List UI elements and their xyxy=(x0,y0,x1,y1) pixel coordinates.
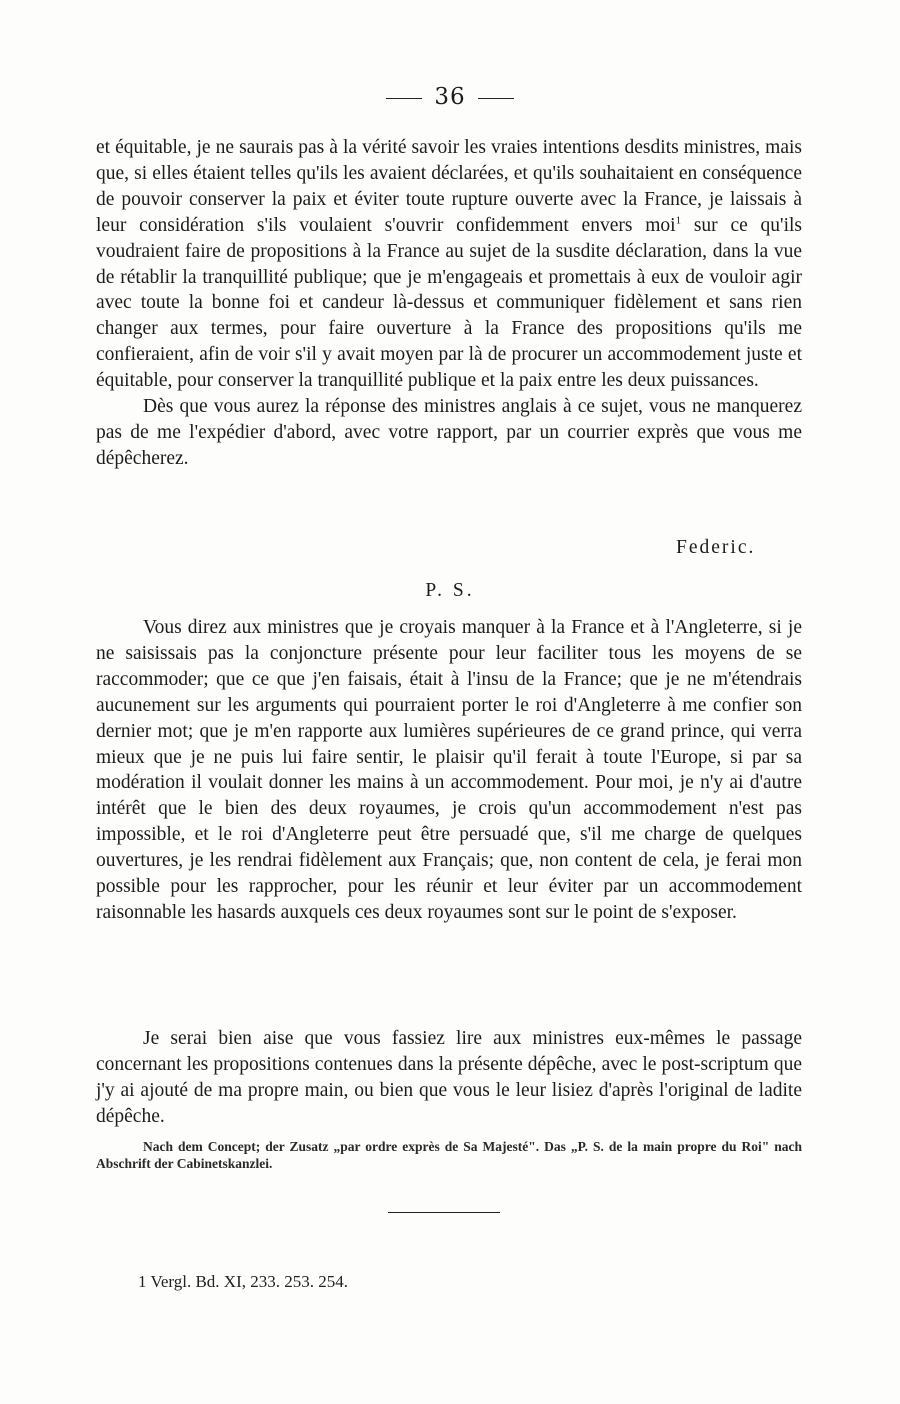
postscript-heading: P. S. xyxy=(425,580,475,601)
letter-paragraph-2: Dès que vous aurez la réponse des ministres anglais à ce sujet, vous ne manquerez pas de me l'expédier d'abord, avec votre rapport, par un courrier exprès que vous me dépêcherez. xyxy=(96,396,802,469)
postscript-body xyxy=(96,615,802,926)
footnote-reference[interactable]: 1 xyxy=(675,214,682,227)
closing-paragraph: Je serai bien aise que vous fassiez lire aux ministres eux-mêmes le passage concernant les propositions contenues dans la présente dépêche, avec le post-scriptum que j'y ai ajouté de ma propre main, ou bien que vous le leur lisiez d'après l'original de ladite dépêche. xyxy=(96,1028,802,1127)
footnote-separator xyxy=(388,1212,500,1213)
header-dash-left xyxy=(386,98,422,99)
header-dash-right xyxy=(478,98,514,99)
page-number: 36 xyxy=(434,84,466,110)
closing-body xyxy=(96,1026,802,1130)
letter-paragraph-1 xyxy=(96,135,802,394)
signature: Federic. xyxy=(676,537,756,558)
letter-paragraph-1-continued: sur ce qu'ils voudraient faire de propositions à la France au sujet de la susdite déclaration, dans la vue de rétablir la tranquillité publique; que je m'engageais et promettais à eux de vouloir agir avec toute la bonne foi et candeur là-dessus et communiquer fidèlement et sans rien changer aux termes, pour faire ouverture à la France des propositions qu'ils me confieraient, afin de voir s'il y avait moyen par là de procurer un accommodement juste et équitable, pour conserver la tranquillité publique et la paix entre les deux puissances. xyxy=(96,214,802,392)
page-header xyxy=(0,84,900,110)
footnote xyxy=(138,1272,348,1292)
footnote-text: Vergl. Bd. XI, 233. 253. 254. xyxy=(150,1272,348,1291)
letter-paragraph-1-text: et équitable, je ne saurais pas à la vérité savoir les vraies intentions desdits ministres, mais que, si elles étaient telles qu'ils les avaient déclarées, et qu'ils souhaitaient en conséquence de pouvoir conserver la paix et éviter toute rupture ouverte avec la France, je laissais à leur considération s'ils voulaient s'ouvrir confidemment envers moi xyxy=(96,137,802,236)
postscript-paragraph: Vous direz aux ministres que je croyais manquer à la France et à l'Angleterre, si je ne saisissais pas la conjoncture présente pour leur faciliter tous les moyens de se raccommoder; que ce que j'en faisais, était à l'insu de la France; que je ne m'étendrais aucunement sur les arguments qui pourraient porter le roi d'Angleterre à me confier son dernier mot; que je m'en rapporte aux lumières supérieures de ce grand prince, qui verra mieux que je ne puis lui faire sentir, le plaisir qu'il ferait à toute l'Europe, si par sa modération il voulait donner les mains à un accommodement. Pour moi, je n'y ai d'autre intérêt que le bien des deux royaumes, je crois qu'un accommodement n'est pas impossible, et le roi d'Angleterre peut être persuadé que, s'il me charge de quelques ouvertures, je les rendrai fidèlement aux Français; que, non content de cela, je ferai mon possible pour les rapprocher, pour les réunir et leur éviter par un accommodement raisonnable les hasards auxquels ces deux royaumes sont sur le point de s'exposer. xyxy=(96,617,802,923)
source-note: Nach dem Concept; der Zusatz „par ordre exprès de Sa Majesté". Das „P. S. de la main propre du Roi" nach Abschrift der Cabinetskanzlei. xyxy=(96,1139,802,1171)
footnote-marker: 1 xyxy=(138,1272,147,1291)
letter-body xyxy=(96,135,802,472)
